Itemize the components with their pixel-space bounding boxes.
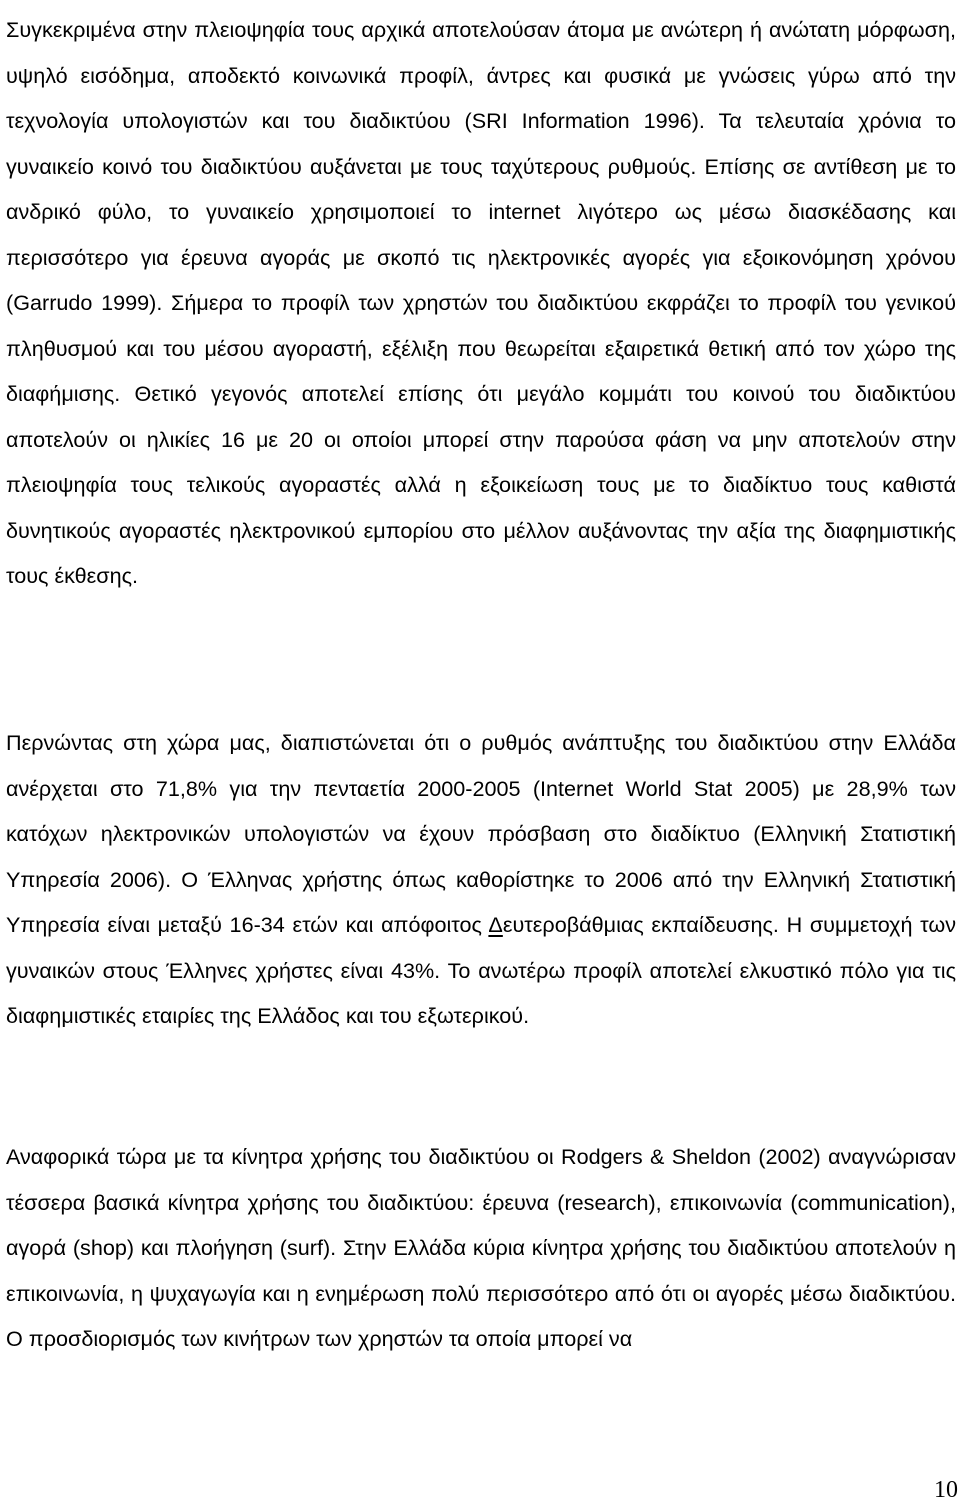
paragraph-user-profile: Συγκεκριμένα στην πλειοψηφία τους αρχικά αποτελούσαν άτομα με ανώτερη ή ανώτατη μόρφωση, υψηλό εισόδημα, αποδεκτό κοινωνικά προφίλ, άντρες και φυσικά με γνώσεις γύρω από την τεχνολογία υπολογιστών και του διαδικτύου (SRI Information 1996). Τα τελευταία χρόνια το γυναικείο κοινό του διαδικτύου αυξάνεται με τους ταχύτερους ρυθμούς. Επίσης σε αντίθεση με το ανδρικό φύλο, το γυναικείο χρησιμοποιεί το internet λιγότερο ως μέσω διασκέδασης και περισσότερο για έρευνα αγοράς με σκοπό τις ηλεκτρονικές αγορές για εξοικονόμηση χρόνου (Garrudo 1999). Σήμερα το προφίλ των χρηστών του διαδικτύου εκφράζει το προφίλ του γενικού πληθυσμού και του μέσου αγοραστή, εξέλιξη που θεωρείται εξαιρετικά θετική από τον χώρο της διαφήμισης. Θετικό γεγονός αποτελεί επίσης ότι μεγάλο κομμάτι του κοινού του διαδικτύου αποτελούν οι ηλικίες 16 με 20 οι οποίοι μπορεί στην παρούσα φάση να μην αποτελούν στην πλειοψηφία τους τελικούς αγοραστές αλλά η εξοικείωση τους με το διαδίκτυο τους καθιστά δυνητικούς αγοραστές ηλεκτρονικού εμπορίου στο μέλλον αυξάνοντας την αξία της διαφημιστικής τους έκθεσης. [6, 17, 956, 588]
paragraph-usage-motives: Αναφορικά τώρα με τα κίνητρα χρήσης του διαδικτύου οι Rodgers & Sheldon (2002) αναγνώρισαν τέσσερα βασικά κίνητρα χρήσης του διαδικτύου: έρευνα (research), επικοινωνία (communication), αγορά (shop) και πλοήγηση (surf). Στην Ελλάδα κύρια κίνητρα χρήσης του διαδικτύου αποτελούν η επικοινωνία, η ψυχαγωγία και η ενημέρωση πολύ περισσότερο από ότι οι αγορές μέσω διαδικτύου. Ο προσδιορισμός των κινήτρων των χρηστών τα οποία μπορεί να [6, 1144, 956, 1351]
paragraph-greece-statistics [6, 720, 956, 1039]
underlined-letter: Δ [488, 912, 503, 937]
paragraph-text-before: Περνώντας στη χώρα μας, διαπιστώνεται ότι ο ρυθμός ανάπτυξης του διαδικτύου στην Ελλάδα ανέρχεται στο 71,8% για την πενταετία 2000-2005 (Internet World Stat 2005) με 28,9% των κατόχων ηλεκτρονικών υπολογιστών να έχουν πρόσβαση στο διαδίκτυο (Ελληνική Στατιστική Υπηρεσία 2006). Ο Έλληνας χρήστης όπως καθορίστηκε το 2006 από την Ελληνική Στατιστική Υπηρεσία είναι μεταξύ 16-34 ετών και απόφοιτος [6, 730, 956, 937]
paragraph-text-after: ευτεροβάθμιας εκπαίδευσης. Η συμμετοχή των γυναικών στους Έλληνες χρήστες είναι 43%. Το ανωτέρω προφίλ αποτελεί ελκυστικό πόλο για τις διαφημιστικές εταιρίες της Ελλάδος και του εξωτερικού. [6, 912, 956, 1028]
page-number: 10 [934, 1477, 958, 1503]
